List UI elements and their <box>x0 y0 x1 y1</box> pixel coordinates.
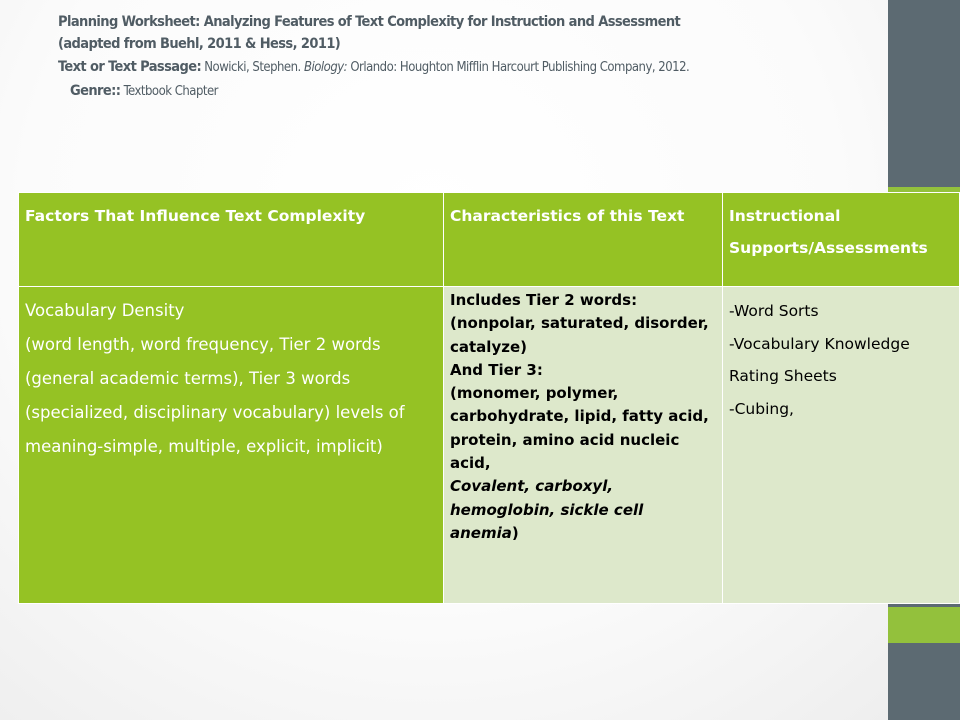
tier3-words: (monomer, polymer, carbohydrate, lipid, fatty acid, protein, amino acid nucleic acid, <box>450 384 709 473</box>
support-item: -Vocabulary Knowledge <box>729 334 910 353</box>
complexity-table <box>18 192 960 604</box>
tier3-italic-line <box>450 475 716 545</box>
text-passage-book: Biology: <box>303 60 348 75</box>
characteristics-cell <box>444 287 723 604</box>
factor-title: Vocabulary Density <box>25 301 185 320</box>
header-supports: Instructional Supports/Assessments <box>723 193 960 287</box>
support-item: Rating Sheets <box>729 367 837 385</box>
table-row <box>19 287 960 604</box>
table-header-row <box>19 193 960 287</box>
factor-cell <box>19 287 444 604</box>
text-passage-author: Nowicki, Stephen. <box>201 60 304 75</box>
tier3-close-paren: ) <box>511 523 519 542</box>
genre-label: Genre:: <box>70 83 121 99</box>
support-item: -Cubing, <box>729 399 794 418</box>
text-passage-label: Text or Text Passage: <box>58 59 202 75</box>
genre-line <box>58 79 858 103</box>
tier2-words: (nonpolar, saturated, disorder, catalyze) <box>450 314 709 356</box>
text-passage-line <box>58 55 858 79</box>
header-factors: Factors That Influence Text Complexity <box>19 193 444 287</box>
genre-value: Textbook Chapter <box>120 84 218 99</box>
tier3-label: And Tier 3: <box>450 360 543 379</box>
worksheet-subtitle: (adapted from Buehl, 2011 & Hess, 2011) <box>58 36 341 52</box>
text-passage-publisher: Orlando: Houghton Mifflin Harcourt Publishing Company, 2012. <box>347 60 690 75</box>
accent-block-bottom <box>888 607 960 643</box>
support-item: -Word Sorts <box>729 302 819 320</box>
supports-cell <box>723 287 960 604</box>
factor-description: (word length, word frequency, Tier 2 words (general academic terms), Tier 3 words (specialized, disciplinary vocabulary) levels of meaning-simple, multiple, explicit, implicit) <box>25 335 405 456</box>
tier3-italic-words: Covalent, carboxyl, hemoglobin, sickle cell anemia <box>450 477 644 542</box>
header-characteristics: Characteristics of this Text <box>444 193 723 287</box>
worksheet-title: Planning Worksheet: Analyzing Features of Text Complexity for Instruction and Assessment <box>58 14 681 30</box>
slide-header <box>58 11 858 103</box>
tier2-label: Includes Tier 2 words: <box>450 291 638 309</box>
